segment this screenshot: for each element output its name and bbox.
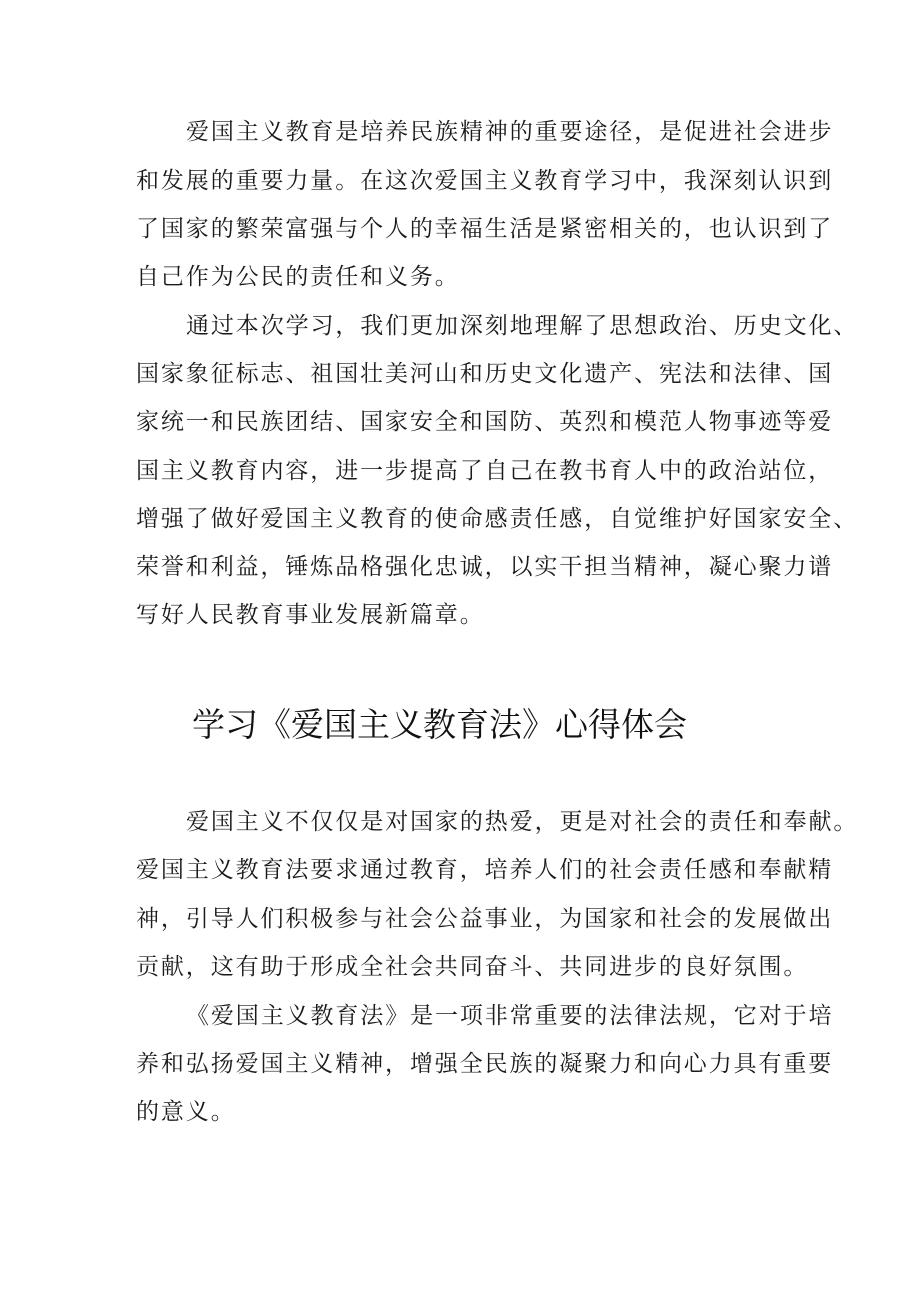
paragraph-line: 养和弘扬爱国主义精神，增强全民族的凝聚力和向心力具有重要: [136, 1051, 834, 1077]
paragraph-line: 爱国主义教育是培养民族精神的重要途径，是促进社会进步: [186, 119, 834, 145]
paragraph-line: 《爱国主义教育法》是一项非常重要的法律法规，它对于培: [186, 1003, 834, 1029]
paragraph-line: 神，引导人们积极参与社会公益事业，为国家和社会的发展做出: [136, 906, 834, 932]
paragraph-line: 的意义。: [136, 1099, 236, 1125]
paragraph-line: 国主义教育内容，进一步提高了自己在教书育人中的政治站位，: [136, 458, 834, 484]
paragraph-line: 了国家的繁荣富强与个人的幸福生活是紧密相关的，也认识到了: [136, 216, 834, 242]
paragraph-line: 爱国主义不仅仅是对国家的热爱，更是对社会的责任和奉献。: [186, 809, 859, 835]
paragraph-line: 贡献，这有助于形成全社会共同奋斗、共同进步的良好氛围。: [136, 954, 809, 980]
paragraph-line: 通过本次学习，我们更加深刻地理解了思想政治、历史文化、: [186, 313, 859, 339]
paragraph-line: 和发展的重要力量。在这次爱国主义教育学习中，我深刻认识到: [136, 168, 834, 194]
paragraph-line: 国家象征标志、祖国壮美河山和历史文化遗产、宪法和法律、国: [136, 361, 834, 387]
section-title: 学习《爱国主义教育法》心得体会: [192, 705, 687, 744]
paragraph-line: 写好人民教育事业发展新篇章。: [136, 602, 485, 628]
paragraph-line: 自己作为公民的责任和义务。: [136, 264, 460, 290]
paragraph-line: 荣誉和利益，锤炼品格强化忠诚，以实干担当精神，凝心聚力谱: [136, 554, 834, 580]
paragraph-line: 增强了做好爱国主义教育的使命感责任感，自觉维护好国家安全、: [136, 506, 859, 532]
paragraph-line: 家统一和民族团结、国家安全和国防、英烈和模范人物事迹等爱: [136, 409, 834, 435]
paragraph-line: 爱国主义教育法要求通过教育，培养人们的社会责任感和奉献精: [136, 857, 834, 883]
